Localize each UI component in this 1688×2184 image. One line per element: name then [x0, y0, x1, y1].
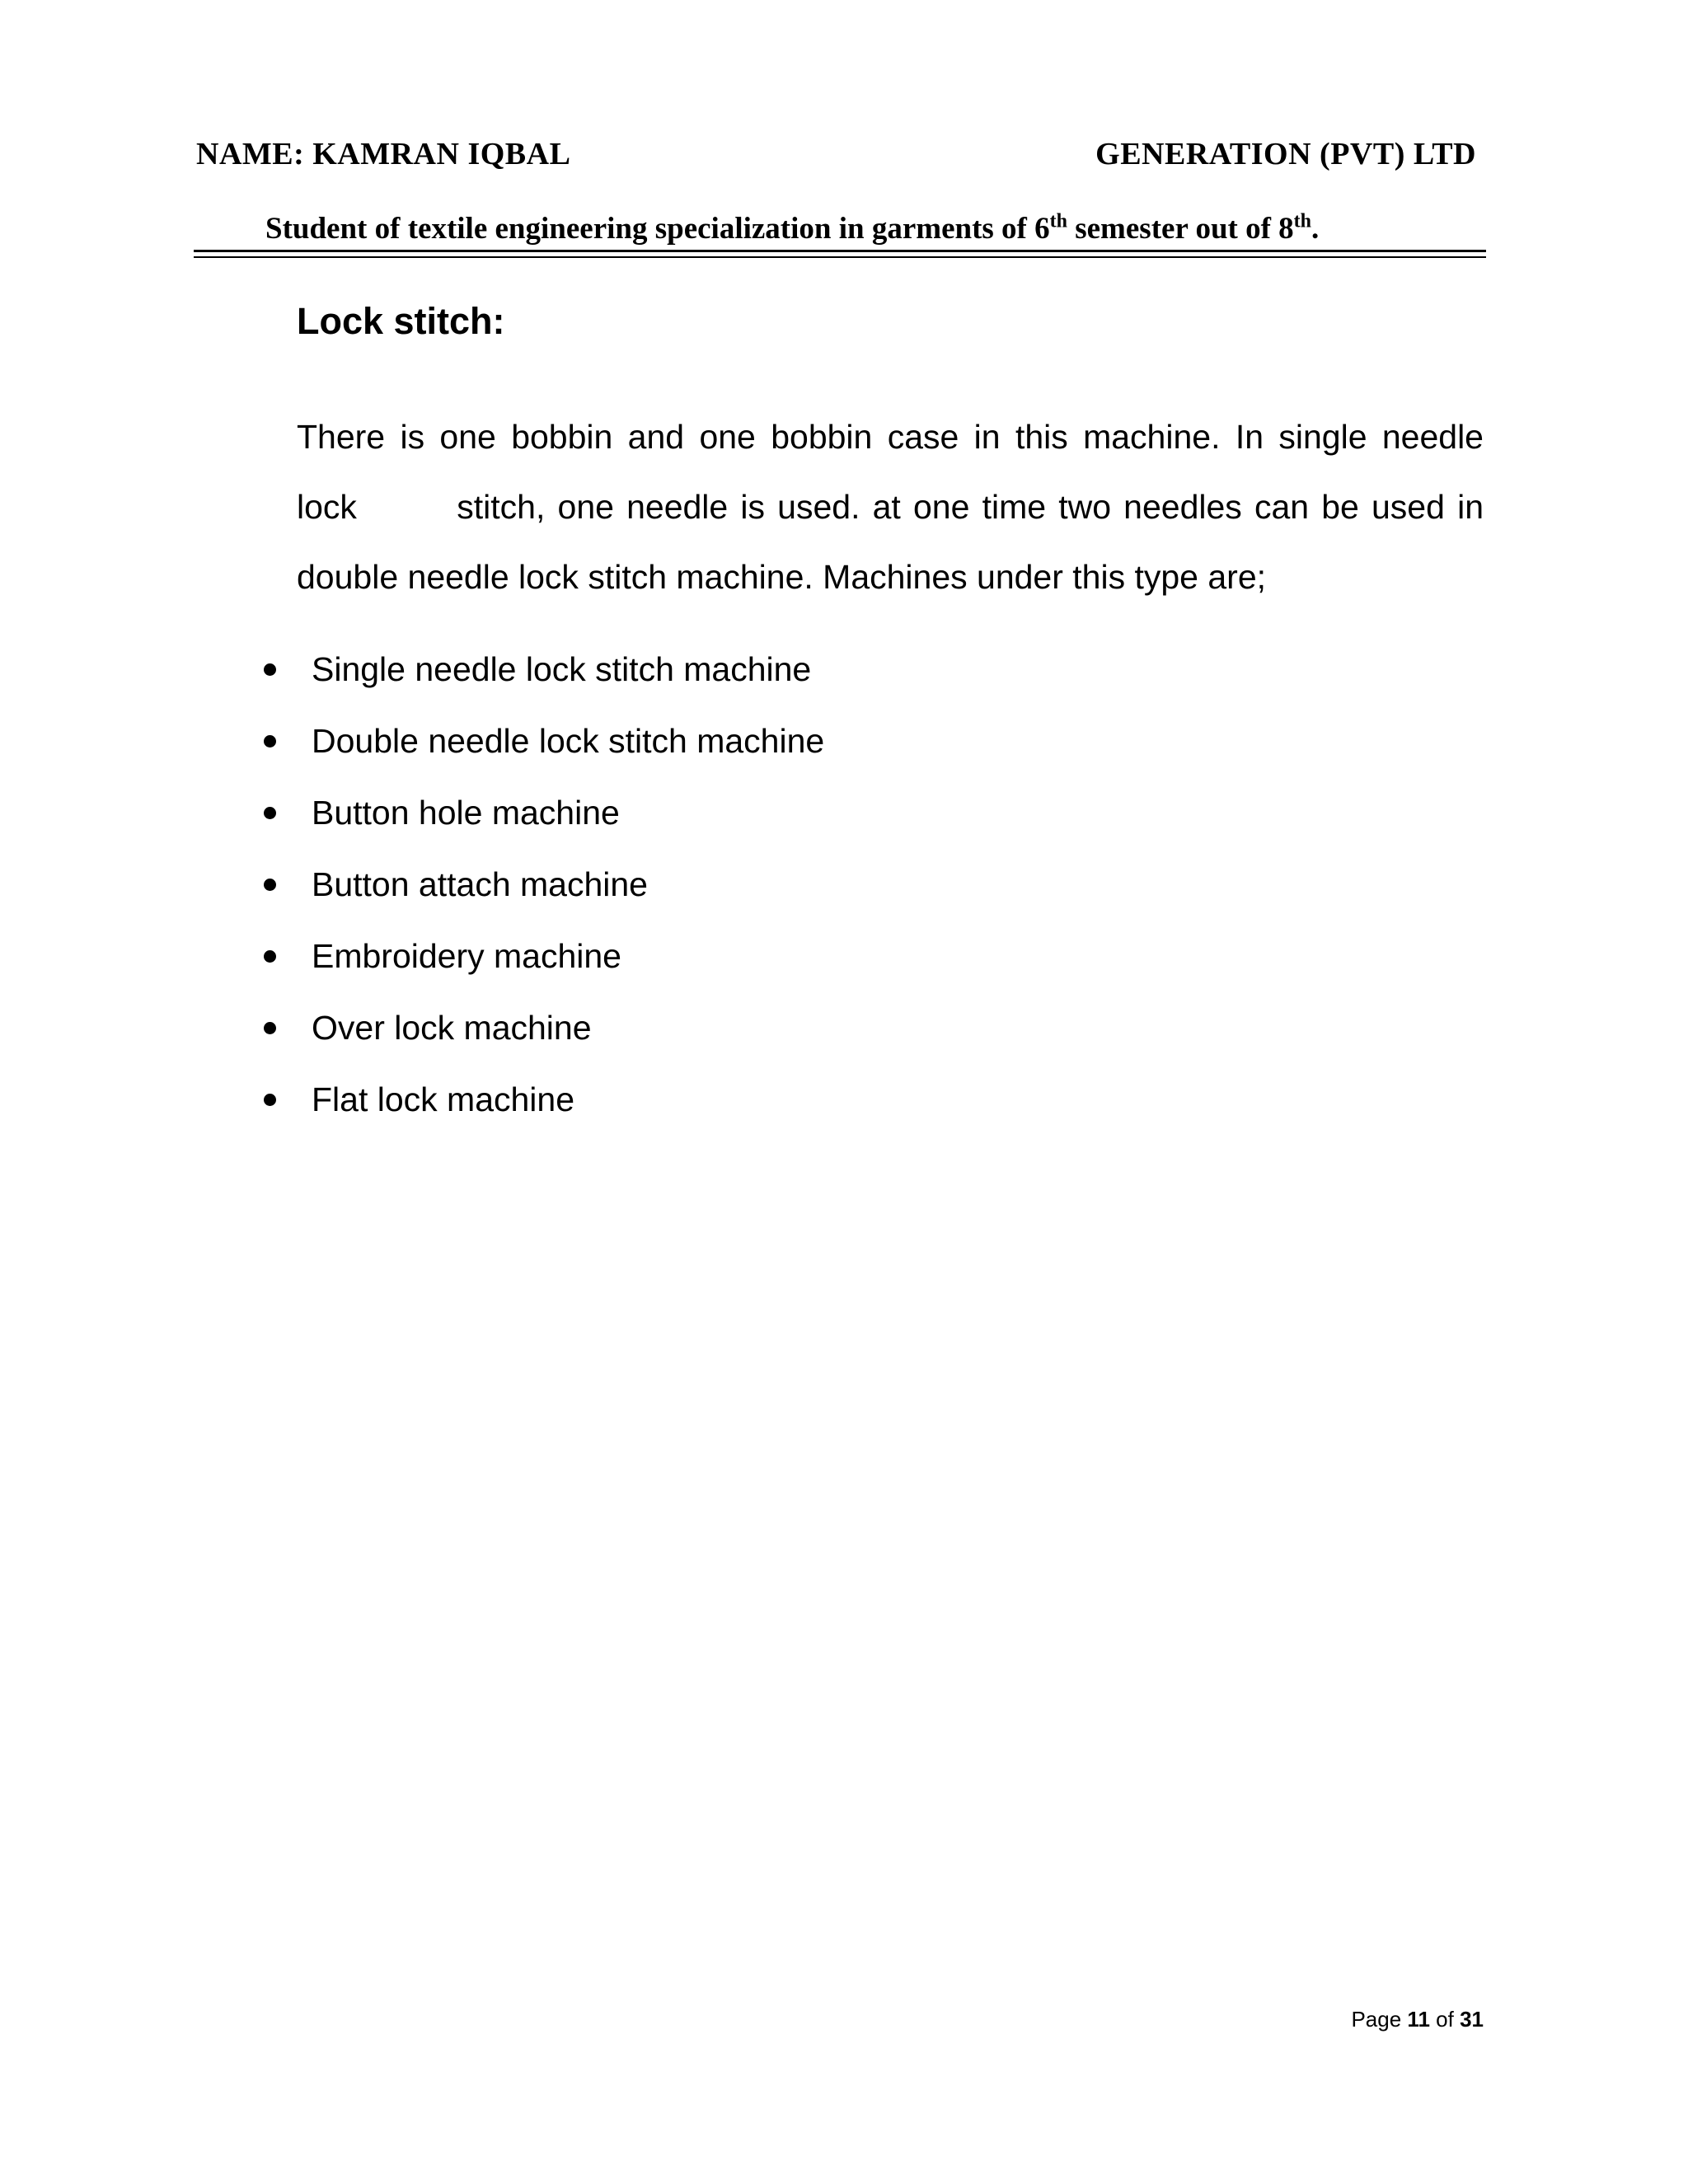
paragraph-line: double needle lock stitch machine. Machines under this type are;	[297, 558, 1267, 596]
list-item	[260, 856, 824, 928]
header-author-name: NAME: KAMRAN IQBAL	[196, 137, 571, 171]
list-item-text: Button attach machine	[312, 865, 648, 903]
paragraph-line: There is one bobbin and one bobbin case in this machine. In single needle	[297, 418, 1484, 456]
list-item	[260, 928, 824, 1000]
paragraph-line: lock stitch, one needle is used. at one time two needles can be used in	[297, 488, 1484, 526]
header-divider-thick	[194, 250, 1486, 252]
list-item-text: Over lock machine	[312, 1009, 592, 1047]
list-item	[260, 785, 824, 856]
bullet-icon	[260, 1000, 312, 1056]
header-subtitle	[265, 211, 1319, 246]
section-paragraph	[297, 402, 1484, 612]
of-label: of	[1436, 2007, 1454, 2032]
header-divider-thin	[194, 256, 1486, 258]
header-subtitle-text: .	[1311, 212, 1320, 246]
bullet-icon	[260, 856, 312, 912]
list-item-text: Single needle lock stitch machine	[312, 650, 812, 688]
section-heading: Lock stitch:	[297, 300, 505, 342]
page-label: Page	[1351, 2007, 1402, 2032]
list-item	[260, 713, 824, 785]
list-item	[260, 1000, 824, 1071]
current-page-number: 11	[1407, 2007, 1430, 2032]
list-item	[260, 641, 824, 713]
machine-list	[260, 641, 824, 1143]
total-pages-number: 31	[1460, 2007, 1484, 2032]
header-subtitle-superscript: th	[1293, 210, 1312, 232]
header-subtitle-text: Student of textile engineering specialization in garments of 6	[265, 212, 1050, 246]
bullet-icon	[260, 713, 312, 769]
list-item-text: Flat lock machine	[312, 1080, 575, 1118]
page-number-footer	[1351, 2007, 1484, 2032]
header-subtitle-superscript: th	[1049, 210, 1067, 232]
list-item-text: Button hole machine	[312, 794, 620, 832]
list-item-text: Double needle lock stitch machine	[312, 722, 825, 760]
header-subtitle-text: semester out of 8	[1067, 212, 1294, 246]
bullet-icon	[260, 785, 312, 841]
header-company-name: GENERATION (PVT) LTD	[1095, 137, 1476, 171]
bullet-icon	[260, 641, 312, 697]
list-item-text: Embroidery machine	[312, 937, 621, 975]
bullet-icon	[260, 1071, 312, 1127]
bullet-icon	[260, 928, 312, 984]
list-item	[260, 1071, 824, 1143]
